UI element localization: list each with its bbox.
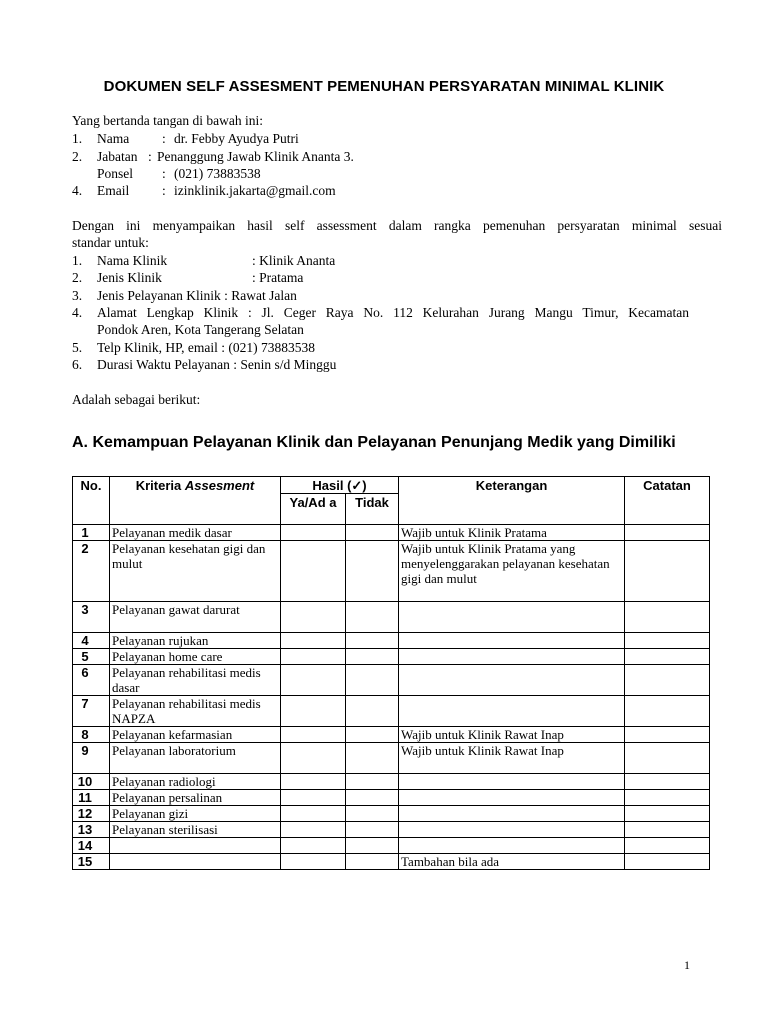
table-header-row — [73, 477, 710, 494]
row-catatan — [625, 525, 710, 541]
row-tidak — [346, 525, 399, 541]
table-row — [73, 633, 710, 649]
row-catatan — [625, 633, 710, 649]
signer-label: Ponsel — [97, 166, 134, 181]
table-row — [73, 727, 710, 743]
table-row — [73, 822, 710, 838]
row-catatan — [625, 602, 710, 633]
table-row — [73, 541, 710, 602]
table-row — [73, 665, 710, 696]
row-ya-ada — [281, 649, 346, 665]
row-tidak — [346, 790, 399, 806]
statement-text: Dengan ini menyampaikan hasil self assessment dalam rangka pemenuhan persyaratan minimal sesuai — [72, 218, 722, 233]
header-ya-ada: Ya/Ad a — [281, 494, 346, 525]
header-no: No. — [73, 477, 110, 525]
signer-label: Email — [97, 183, 130, 198]
row-tidak — [346, 541, 399, 602]
row-ya-ada — [281, 806, 346, 822]
intro-text: Yang bertanda tangan di bawah ini: — [72, 113, 263, 128]
page-number: 1 — [684, 958, 690, 972]
table-row — [73, 806, 710, 822]
assessment-table — [72, 476, 710, 870]
table-row — [73, 838, 710, 854]
closing-text: Adalah sebagai berikut: — [72, 392, 201, 407]
row-keterangan: Tambahan bila ada — [399, 854, 625, 870]
row-number: 7 — [73, 696, 110, 727]
row-catatan — [625, 790, 710, 806]
row-ya-ada — [281, 774, 346, 790]
row-catatan — [625, 727, 710, 743]
row-catatan — [625, 665, 710, 696]
row-kriteria: Pelayanan rehabilitasi medis NAPZA — [110, 696, 281, 727]
row-catatan — [625, 649, 710, 665]
row-tidak — [346, 602, 399, 633]
table-row — [73, 743, 710, 774]
signer-label: Nama — [97, 131, 130, 146]
table-row — [73, 696, 710, 727]
row-number: 11 — [73, 790, 110, 806]
row-kriteria: Pelayanan laboratorium — [110, 743, 281, 774]
row-number: 4 — [73, 633, 110, 649]
row-kriteria: Pelayanan gawat darurat — [110, 602, 281, 633]
row-catatan — [625, 541, 710, 602]
row-tidak — [346, 838, 399, 854]
row-catatan — [625, 806, 710, 822]
row-number: 10 — [73, 774, 110, 790]
row-keterangan — [399, 649, 625, 665]
row-kriteria: Pelayanan kesehatan gigi dan mulut — [110, 541, 281, 602]
row-keterangan — [399, 602, 625, 633]
signer-value: Penanggung Jawab Klinik Ananta 3. — [157, 149, 354, 164]
row-keterangan: Wajib untuk Klinik Rawat Inap — [399, 743, 625, 774]
header-hasil: Hasil (✓) — [281, 477, 399, 494]
row-kriteria — [110, 838, 281, 854]
row-tidak — [346, 633, 399, 649]
row-catatan — [625, 854, 710, 870]
row-tidak — [346, 696, 399, 727]
row-number: 1 — [73, 525, 110, 541]
row-number: 3 — [73, 602, 110, 633]
row-keterangan — [399, 774, 625, 790]
section-title: A. Kemampuan Pelayanan Klinik dan Pelayanan Penunjang Medik yang Dimiliki — [72, 434, 676, 451]
row-keterangan — [399, 696, 625, 727]
row-ya-ada — [281, 665, 346, 696]
table-body — [73, 525, 710, 870]
header-tidak: Tidak — [346, 494, 399, 525]
row-kriteria: Pelayanan medik dasar — [110, 525, 281, 541]
row-keterangan: Wajib untuk Klinik Pratama — [399, 525, 625, 541]
table-row — [73, 602, 710, 633]
row-ya-ada — [281, 743, 346, 774]
row-tidak — [346, 774, 399, 790]
row-tidak — [346, 822, 399, 838]
table-row — [73, 854, 710, 870]
row-catatan — [625, 696, 710, 727]
row-ya-ada — [281, 602, 346, 633]
row-ya-ada — [281, 727, 346, 743]
row-number: 14 — [73, 838, 110, 854]
row-ya-ada — [281, 525, 346, 541]
row-catatan — [625, 774, 710, 790]
row-ya-ada — [281, 541, 346, 602]
row-ya-ada — [281, 790, 346, 806]
statement-text-cont: standar untuk: — [72, 235, 149, 250]
signer-value: dr. Febby Ayudya Putri — [174, 131, 299, 146]
row-tidak — [346, 649, 399, 665]
row-keterangan — [399, 822, 625, 838]
row-number: 5 — [73, 649, 110, 665]
row-keterangan — [399, 665, 625, 696]
row-kriteria: Pelayanan gizi — [110, 806, 281, 822]
row-catatan — [625, 743, 710, 774]
signer-value: izinklinik.jakarta@gmail.com — [174, 183, 336, 198]
row-ya-ada — [281, 854, 346, 870]
header-keterangan: Keterangan — [399, 477, 625, 525]
row-kriteria: Pelayanan kefarmasian — [110, 727, 281, 743]
row-kriteria — [110, 854, 281, 870]
row-tidak — [346, 854, 399, 870]
row-ya-ada — [281, 838, 346, 854]
row-tidak — [346, 727, 399, 743]
row-kriteria: Pelayanan home care — [110, 649, 281, 665]
header-kriteria: Kriteria Assesment — [110, 477, 281, 525]
row-ya-ada — [281, 696, 346, 727]
row-number: 2 — [73, 541, 110, 602]
row-keterangan: Wajib untuk Klinik Rawat Inap — [399, 727, 625, 743]
signer-value: (021) 73883538 — [174, 166, 261, 181]
row-kriteria: Pelayanan radiologi — [110, 774, 281, 790]
table-row — [73, 790, 710, 806]
row-catatan — [625, 822, 710, 838]
document-title: DOKUMEN SELF ASSESMENT PEMENUHAN PERSYARATAN MINIMAL KLINIK — [103, 78, 665, 95]
row-number: 12 — [73, 806, 110, 822]
row-catatan — [625, 838, 710, 854]
row-number: 13 — [73, 822, 110, 838]
row-tidak — [346, 665, 399, 696]
row-kriteria: Pelayanan sterilisasi — [110, 822, 281, 838]
row-number: 8 — [73, 727, 110, 743]
row-keterangan: Wajib untuk Klinik Pratama yang menyelenggarakan pelayanan kesehatan gigi dan mulut — [399, 541, 625, 602]
document-page: DOKUMEN SELF ASSESMENT PEMENUHAN PERSYARATAN MINIMAL KLINIK Yang bertanda tangan di bawah ini: 1. Nama : dr. Febby Ayudya Putri 2. Jabatan : Penanggung Jawab Klinik Ananta 3. Ponsel : (021) 73883538 4. Email : izinklinik.jakarta@gmail.com Dengan ini menyampaikan hasil self assessment dalam rangka pemenuhan persyaratan minimal sesuai standar untuk: 1. Nama Klinik : Klinik Ananta 2. Jenis Klinik : Pratama 3. Jenis Pelayanan Klinik : Rawat Jalan 4. Alamat Lengkap Klinik : Jl. Ceger Raya No. 112 Kelurahan Jurang Mangu Timur, Kecamatan Pondok Aren, Kota Tangerang Selatan 5. Telp Klinik, HP, email : (021) 73883538 6. Durasi Waktu Pelayanan : Senin s/d Minggu Adalah sebagai berikut: A. Kemampuan Pelayanan Klinik dan Pelayanan Penunjang Medik yang Dimiliki No. Kriteria Assesment Hasil (✓) Keterangan Catatan Ya/Ad a Tidak 1 Pelayanan medik dasar Wajib untuk Klinik Pratama 2 Pelayanan kesehatan gigi dan mulut Wajib untuk Klinik Pratama yang menyelenggarakan pelayanan kesehatan gigi dan mulut 3 Pelayanan gawat darurat 4 Pelayanan rujukan 5 Pelayanan home care 6 Pelayanan rehabilitasi medis dasar 7 Pelayanan rehabilitasi medis NAPZA 8 Pelayanan kefarmasian Wajib untuk Klinik Rawat Inap 9 Pelayanan laboratorium Wajib untuk Klinik Rawat Inap 10 Pelayanan radiologi 11 Pelayanan persalinan 12 Pelayanan gizi 13 Pelayanan sterilisasi 14 15 Tambahan bila ada 1 — [0, 0, 768, 1024]
row-keterangan — [399, 790, 625, 806]
table-row — [73, 649, 710, 665]
row-tidak — [346, 806, 399, 822]
row-ya-ada — [281, 633, 346, 649]
row-keterangan — [399, 633, 625, 649]
header-catatan: Catatan — [625, 477, 710, 525]
row-number: 15 — [73, 854, 110, 870]
row-kriteria: Pelayanan rujukan — [110, 633, 281, 649]
row-kriteria: Pelayanan rehabilitasi medis dasar — [110, 665, 281, 696]
signer-label: Jabatan — [97, 149, 138, 164]
row-keterangan — [399, 806, 625, 822]
row-kriteria: Pelayanan persalinan — [110, 790, 281, 806]
row-keterangan — [399, 838, 625, 854]
row-tidak — [346, 743, 399, 774]
row-number: 9 — [73, 743, 110, 774]
row-ya-ada — [281, 822, 346, 838]
table-row — [73, 525, 710, 541]
table-row — [73, 774, 710, 790]
row-number: 6 — [73, 665, 110, 696]
